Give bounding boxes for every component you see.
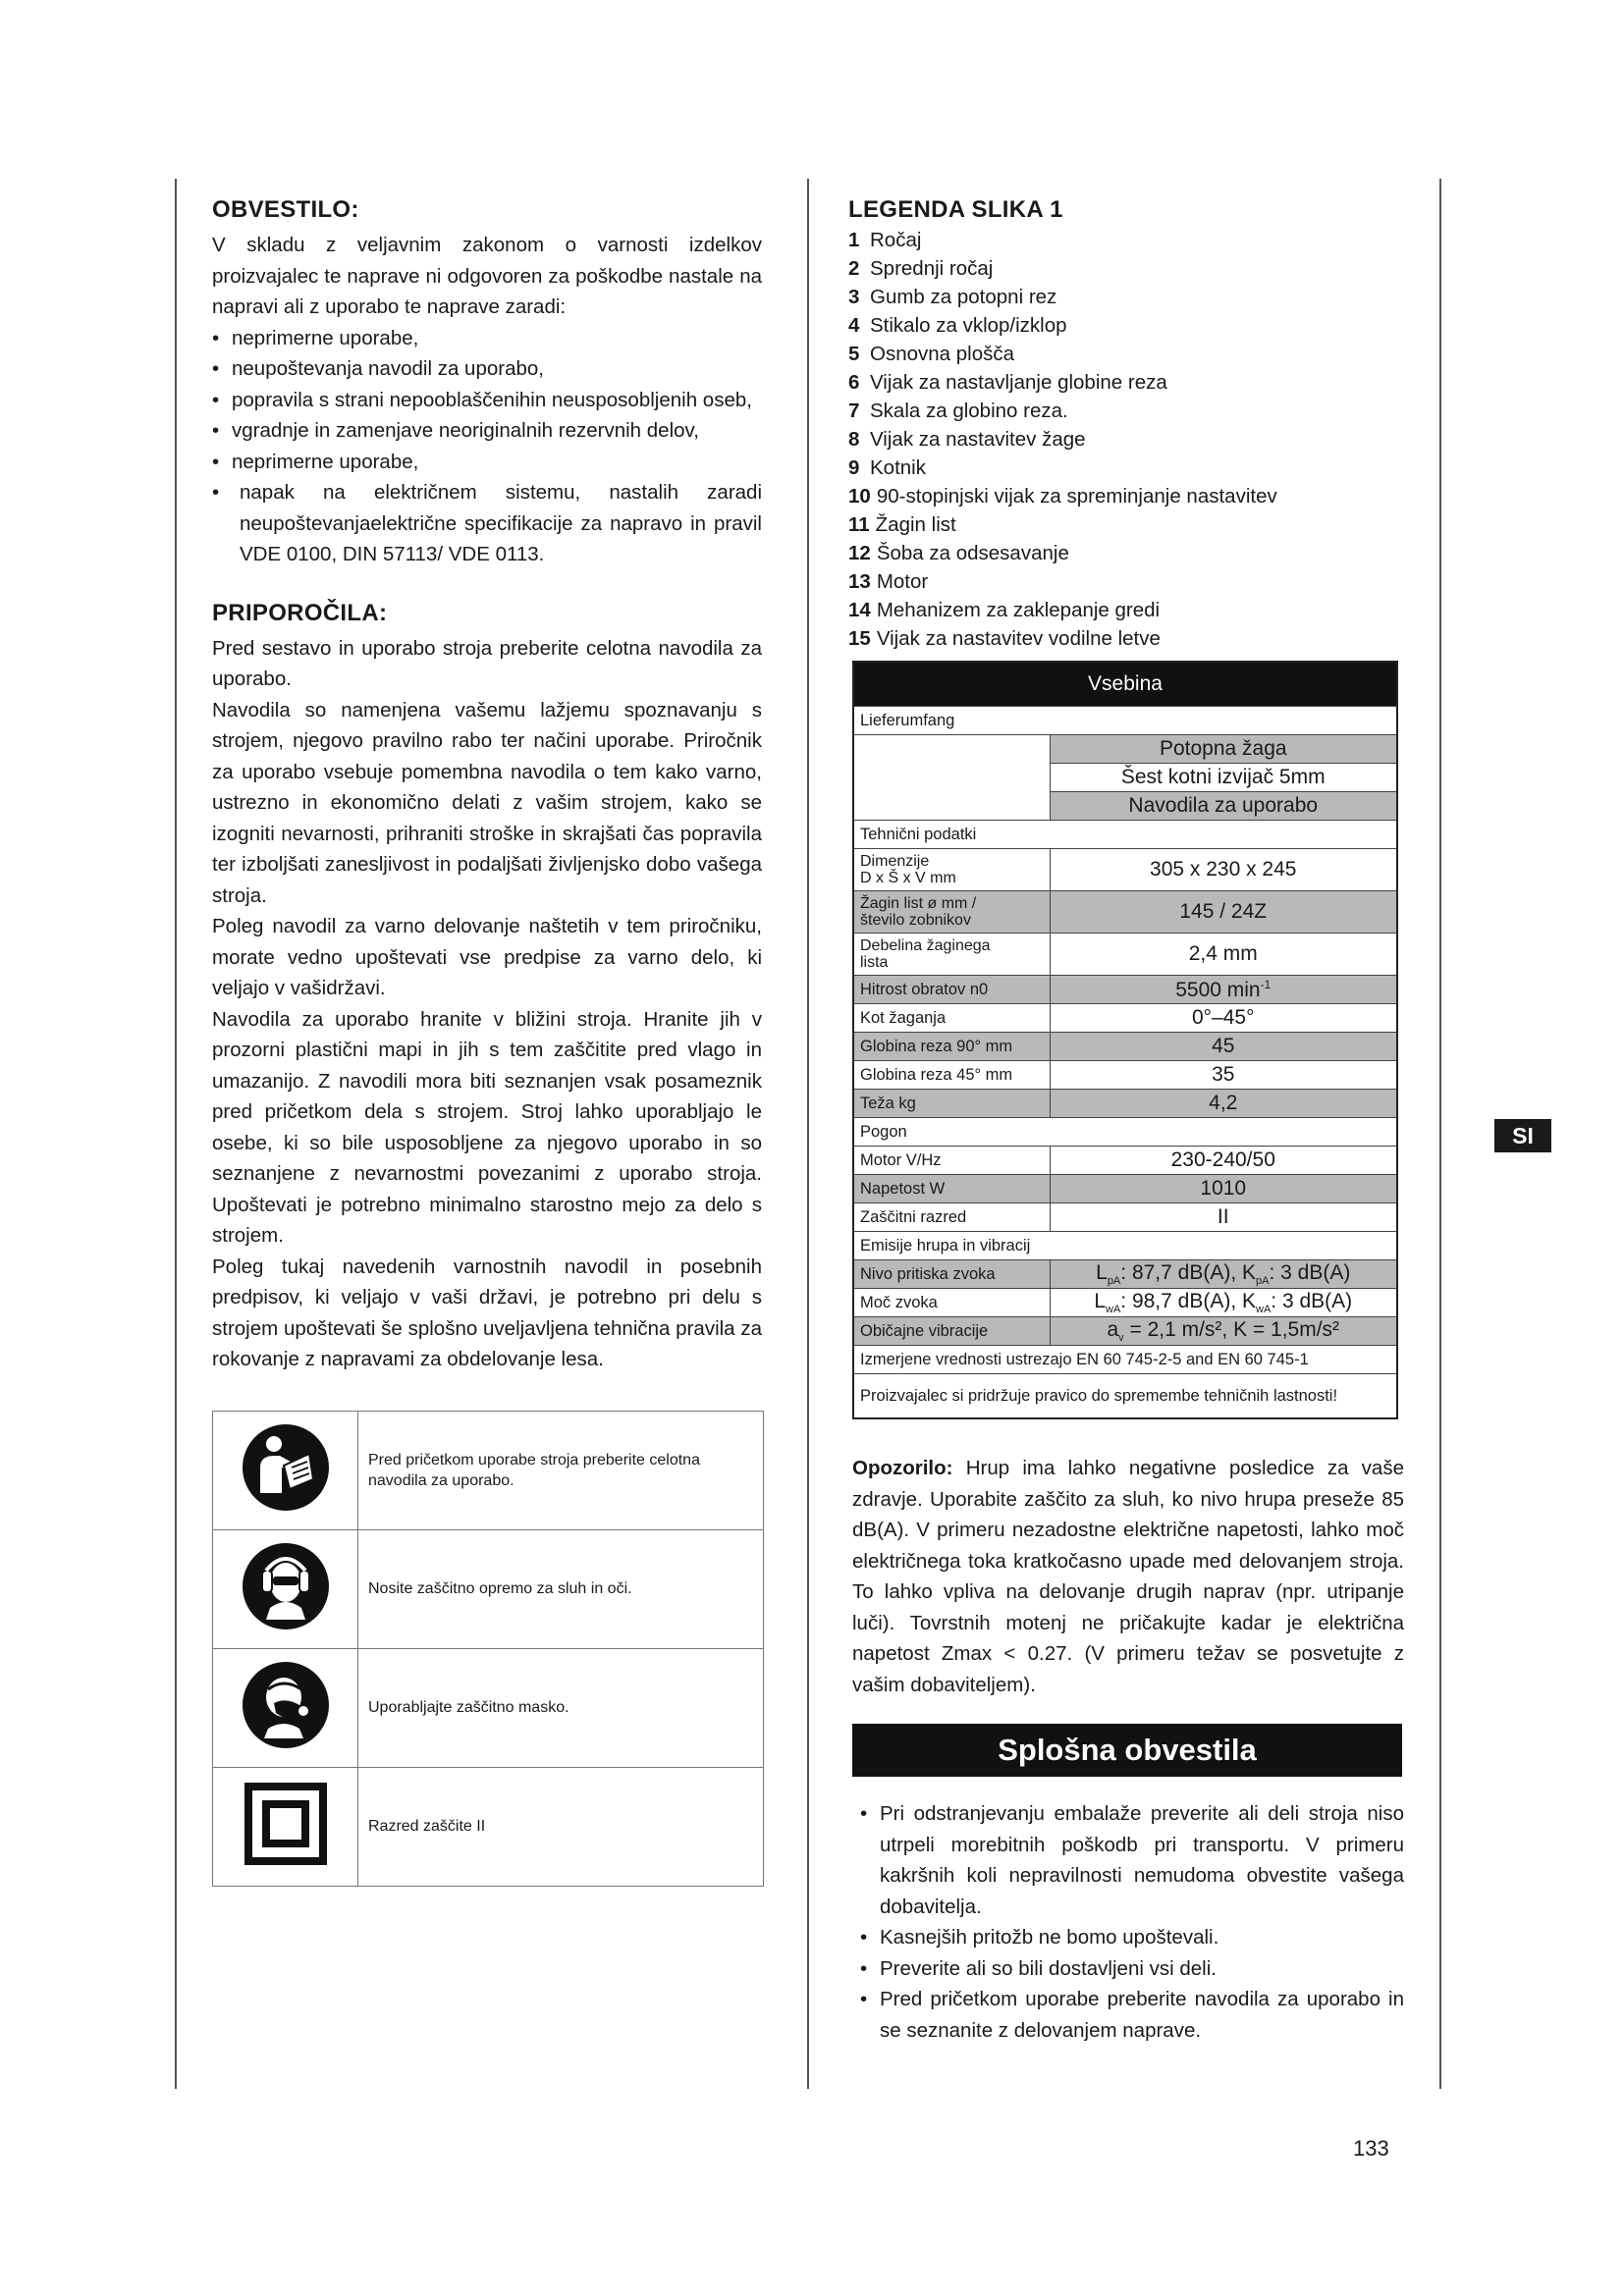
list-item: 4 Stikalo za vklop/izklop [848, 314, 1067, 337]
symbol-cell [213, 1529, 358, 1648]
spec-value: 305 x 230 x 245 [1050, 849, 1397, 891]
spec-label: Teža kg [853, 1090, 1050, 1118]
list-item: 13 Motor [848, 570, 929, 593]
list-item: 8 Vijak za nastavitev žage [848, 428, 1086, 451]
page-number: 133 [1353, 2136, 1389, 2161]
spec-section-label: Emisije hrupa in vibracij [853, 1232, 1397, 1260]
spec-label: Žagin list ø mm / število zobnikov [853, 891, 1050, 934]
language-tab: SI [1494, 1119, 1551, 1152]
spec-value: $a_v = 2,1$ m/s², K = 1,5m/s² [1050, 1317, 1397, 1346]
spec-value: Potopna žaga [1050, 735, 1397, 764]
middle-rule [807, 179, 809, 2089]
spec-value: 45 [1050, 1033, 1397, 1061]
list-item: 12 Šoba za odsesavanje [848, 542, 1069, 564]
spec-empty-cell [853, 735, 1050, 821]
spec-label: Globina reza 90° mm [853, 1033, 1050, 1061]
symbol-text: Pred pričetkom uporabe stroja preberite celotna navodila za uporabo. [358, 1411, 764, 1529]
spec-header: Vsebina [853, 662, 1397, 707]
paragraph: Navodila so namenjena vašemu lažjemu spoznavanju s strojem, njegovo pravilno rabo ter načini uporabe. Priročnik za uporabo vsebuje pomembna navodila o tem kako varno, ustrezno in ekonomično delati z vašim strojem, kako se izogniti nevarnosti, prihraniti stroške in skrajšati čas popravila ter izboljšati zanesljivost in podaljšati življenjsko dobo vašega stroja. [212, 698, 762, 907]
list-item: 15 Vijak za nastavitev vodilne letve [848, 627, 1161, 650]
list-item: 2 Sprednji ročaj [848, 257, 994, 280]
spec-section-label: Tehnični podatki [853, 821, 1397, 849]
table-row [213, 1411, 764, 1529]
list-item: • neupoštevanja navodil za uporabo, [212, 353, 762, 385]
spec-value: 0°–45° [1050, 1004, 1397, 1033]
paragraph: Navodila za uporabo hranite v bližini stroja. Hranite jih v prozorni plastični mapi in jih s tem zaščitite pred vlago in umazanijo. Z navodili mora biti seznanjen vsak posameznik pred pričetkom dela s strojem. Stroj lahko uporabljajo le osebe, ki so bile usposobljene za njegovo uporabo in so seznanjene z nevarnostmi povezanimi z uporabo stroja. Upoštevati je potrebno minimalno starostno mejo za delo s strojem. [212, 1007, 762, 1247]
spec-label: Motor V/Hz [853, 1147, 1050, 1175]
list-item: 14 Mehanizem za zaklepanje gredi [848, 599, 1161, 621]
symbol-cell [213, 1767, 358, 1886]
right-column [848, 196, 1404, 2046]
notice-list [212, 323, 762, 570]
spec-label: Hitrost obratov n0 [853, 976, 1050, 1004]
spec-value: 2,4 mm [1050, 934, 1397, 976]
specifications-table [852, 661, 1398, 1419]
general-notes-list [852, 1798, 1404, 2046]
paragraph: Poleg tukaj navedenih varnostnih navodil in posebnih predpisov, ki veljajo v vaši državi, je potrebno pri delu s strojem upoštevati še splošno uveljavljena tehnična pravila za rokovanje z napravami za obdelovanje lesa. [212, 1255, 762, 1370]
paragraph: Poleg navodil za varno delovanje naštetih v tem priročniku, morate vedno upoštevati vse predpise za varno delo, ki veljajo v vašidržavi. [212, 915, 762, 999]
spec-value: II [1050, 1203, 1397, 1232]
spec-value: 35 [1050, 1061, 1397, 1090]
spec-value: Navodila za uporabo [1050, 792, 1397, 821]
spec-label: Običajne vibracije [853, 1317, 1050, 1346]
spec-label: Globina reza 45° mm [853, 1061, 1050, 1090]
list-item: • neprimerne uporabe, [212, 323, 762, 354]
symbol-text: Uporabljajte zaščitno masko. [358, 1648, 764, 1767]
list-item: • Pri odstranjevanju embalaže preverite ali deli stroja niso utrpeli morebitnih poškodb pri transportu. V primeru kakršnih koli nepravilnosti nemudoma obvestite vašega dobavitelja. [860, 1798, 1404, 1922]
spec-label: Dimenzije D x Š x V mm [853, 849, 1050, 891]
list-item: 6 Vijak za nastavljanje globine reza [848, 371, 1167, 394]
spec-value: 5500 $\min^{-1}$ [1050, 976, 1397, 1004]
spec-label: Napetost W [853, 1175, 1050, 1203]
symbol-text: Nosite zaščitno opremo za sluh in oči. [358, 1529, 764, 1648]
spec-value: 1010 [1050, 1175, 1397, 1203]
recommendations-heading: PRIPOROČILA: [212, 599, 388, 626]
list-item: 1 Ročaj [848, 229, 922, 251]
general-notes-heading: Splošna obvestila [852, 1724, 1402, 1777]
spec-value: 230-240/50 [1050, 1147, 1397, 1175]
left-rule [175, 179, 177, 2089]
spec-label: Kot žaganja [853, 1004, 1050, 1033]
legend-list [848, 226, 1404, 653]
spec-value: 4,2 [1050, 1090, 1397, 1118]
spec-label: Zaščitni razred [853, 1203, 1050, 1232]
spec-section-label: Lieferumfang [853, 707, 1397, 735]
table-row [213, 1648, 764, 1767]
spec-label: Nivo pritiska zvoka [853, 1260, 1050, 1289]
paragraph: Pred sestavo in uporabo stroja preberite celotna navodila za uporabo. [212, 636, 762, 690]
table-row [213, 1529, 764, 1648]
list-item: • Kasnejših pritožb ne bomo upoštevali. [860, 1922, 1404, 1953]
list-item: 7 Skala za globino reza. [848, 400, 1068, 422]
spec-value: Šest kotni izvijač 5mm [1050, 764, 1397, 792]
symbol-text: Razred zaščite II [358, 1767, 764, 1886]
spec-value: $L_{pA}$: 87,7 dB(A), $K_{pA}$: 3 dB(A) [1050, 1260, 1397, 1289]
list-item: 11 Žagin list [848, 513, 956, 536]
list-item: • neprimerne uporabe, [212, 447, 762, 478]
list-item: 5 Osnovna plošča [848, 343, 1015, 365]
list-item: 10 90-stopinjski vijak za spreminjanje nastavitev [848, 485, 1277, 507]
spec-note: Izmerjene vrednosti ustrezajo EN 60 745-2-5 and EN 60 745-1 [853, 1346, 1397, 1374]
read-manual-icon [241, 1422, 331, 1513]
symbol-cell [213, 1411, 358, 1529]
warning-paragraph: Opozorilo: Hrup ima lahko negativne posledice za vaše zdravje. Uporabite zaščito za sluh, ko nivo hrupa preseže 85 dB(A). V primeru nezadostne električne napetosti, lahko moč električnega toka kratkočasno upade med delovanjem stroja. To lahko vpliva na delovanje drugih naprav (npr. utripanje luči). Tovrstnih motenj ne pričakujte kadar je električna napetost Zmax < 0.27. (V primeru težav se posvetujte z vašim dobaviteljem). [852, 1457, 1404, 1696]
list-item: • napak na električnem sistemu, nastalih zaradi neupoštevanjaelektrične specifikacije za napravo in pravil VDE 0100, DIN 57113/ VDE 0113. [212, 477, 762, 570]
ear-eye-protection-icon [241, 1541, 331, 1631]
spec-value: $L_{wA}$: 98,7 dB(A), $K_{wA}$: 3 dB(A) [1050, 1289, 1397, 1317]
notice-heading: OBVESTILO: [212, 196, 359, 223]
list-item: 9 Kotnik [848, 456, 926, 479]
list-item: • Preverite ali so bili dostavljeni vsi deli. [860, 1953, 1404, 1985]
spec-section-label: Pogon [853, 1118, 1397, 1147]
right-rule [1439, 179, 1441, 2089]
safety-symbols-table [212, 1411, 764, 1887]
list-item: • vgradnje in zamenjave neoriginalnih rezervnih delov, [212, 415, 762, 447]
warning-label: Opozorilo: [852, 1457, 953, 1479]
list-item: • popravila s strani nepooblaščenihin neusposobljenih oseb, [212, 385, 762, 416]
spec-label: Moč zvoka [853, 1289, 1050, 1317]
list-item: • Pred pričetkom uporabe preberite navodila za uporabo in se seznanite z delovanjem naprave. [860, 1984, 1404, 2046]
spec-note: Proizvajalec si pridržuje pravico do spremembe tehničnih lastnosti! [853, 1374, 1397, 1419]
symbol-cell [213, 1648, 358, 1767]
spec-value: 145 / 24Z [1050, 891, 1397, 934]
legend-heading: LEGENDA SLIKA 1 [848, 196, 1063, 223]
table-row [213, 1767, 764, 1886]
list-item: 3 Gumb za potopni rez [848, 286, 1057, 308]
left-column [212, 196, 762, 1887]
spec-label: Debelina žaginega lista [853, 934, 1050, 976]
protection-class-ii-icon [241, 1779, 331, 1869]
dust-mask-icon [241, 1660, 331, 1750]
notice-intro: V skladu z veljavnim zakonom o varnosti izdelkov proizvajalec te naprave ni odgovoren za poškodbe nastale na napravi ali z uporabo te naprave zaradi: [212, 234, 762, 318]
